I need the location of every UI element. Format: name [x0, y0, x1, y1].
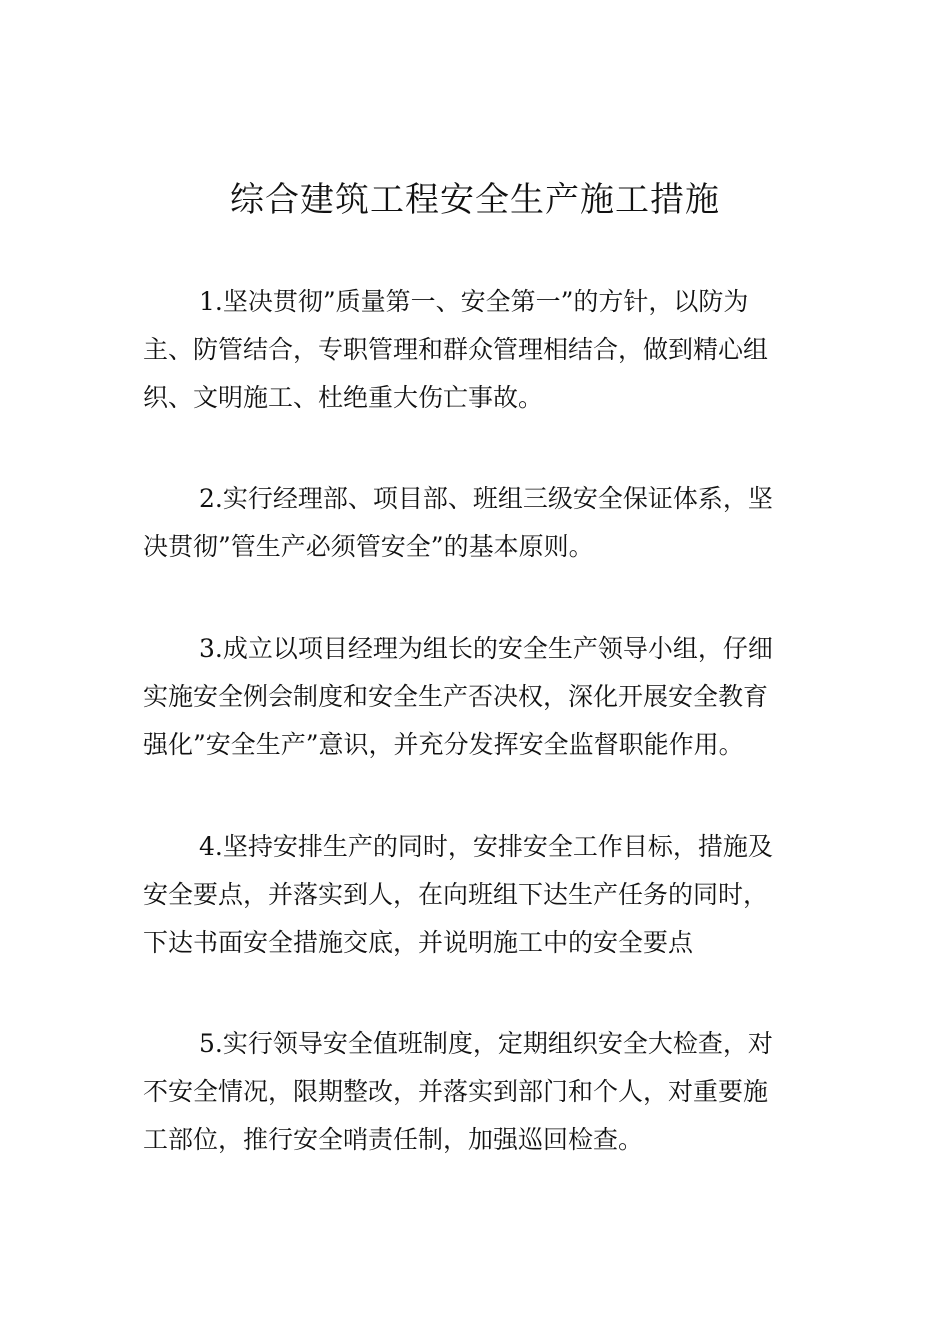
paragraph-line: 5.实行领导安全值班制度，定期组织安全大检查，对 — [199, 1029, 773, 1058]
paragraph-line: 下达书面安全措施交底，并说明施工中的安全要点 — [143, 928, 694, 957]
document-title: 综合建筑工程安全生产施工措施 — [230, 180, 720, 220]
paragraph-2 — [143, 475, 808, 571]
paragraph-5 — [143, 1020, 808, 1164]
paragraph-line: 不安全情况，限期整改，并落实到部门和个人，对重要施 — [143, 1077, 769, 1106]
paragraph-line: 工部位，推行安全哨责任制，加强巡回检查。 — [143, 1125, 644, 1154]
paragraph-line: 4.坚持安排生产的同时，安排安全工作目标，措施及 — [199, 832, 773, 861]
paragraph-3 — [143, 625, 808, 769]
paragraph-4 — [143, 823, 808, 967]
paragraph-line: 安全要点，并落实到人，在向班组下达生产任务的同时， — [143, 880, 769, 909]
paragraph-line: 织、文明施工、杜绝重大伤亡事故。 — [143, 383, 544, 412]
paragraph-1 — [143, 278, 808, 422]
paragraph-line: 3.成立以项目经理为组长的安全生产领导小组，仔细 — [199, 634, 773, 663]
paragraph-line: 实施安全例会制度和安全生产否决权，深化开展安全教育 — [143, 682, 769, 711]
paragraph-line: 强化”安全生产”意识，并充分发挥安全监督职能作用。 — [143, 730, 744, 759]
paragraph-line: 2.实行经理部、项目部、班组三级安全保证体系，坚 — [199, 484, 773, 513]
paragraph-line: 决贯彻”管生产必须管安全”的基本原则。 — [143, 532, 594, 561]
paragraph-line: 主、防管结合，专职管理和群众管理相结合，做到精心组 — [143, 335, 769, 364]
paragraph-line: 1.坚决贯彻”质量第一、安全第一”的方针，以防为 — [199, 287, 749, 316]
